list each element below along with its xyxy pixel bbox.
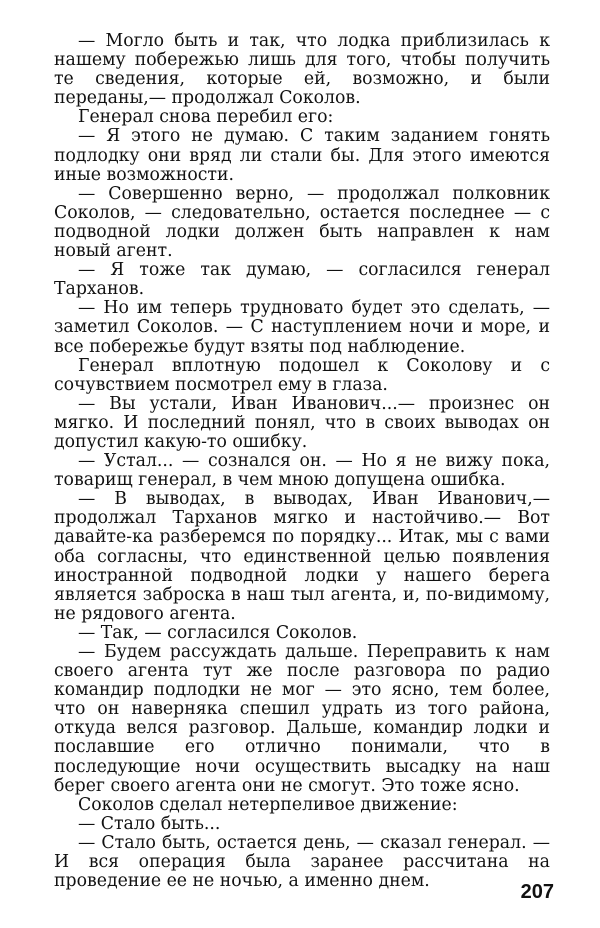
paragraph: — Я этого не думаю. С таким заданием гонять подлодку они вряд ли стали бы. Для этого имеются иные возможности.: [54, 126, 550, 185]
paragraph: — Устал... — сознался он. — Но я не вижу пока, товарищ генерал, в чем мною допущена ошибка.: [54, 451, 550, 491]
paragraph: — Так, — согласился Соколов.: [78, 622, 358, 643]
paragraph: — Стало быть, остается день, — сказал генерал. — И вся операция была заранее рассчитана на проведение ее не ночью, а именно днем.: [54, 832, 550, 892]
paragraph: — Вы устали, Иван Иванович...— произнес он мягко. И последний понял, что в своих выводах он допустил какую-то ошибку.: [54, 393, 550, 452]
paragraph: — Но им теперь трудновато будет это сделать, — заметил Соколов. — С наступлением ночи и море, и все побережье будут взяты под наблюдение.: [54, 298, 550, 357]
paragraph: — Могло быть и так, что лодка приблизилась к нашему побережью лишь для того, чтобы получить те сведения, которые ей, возможно, и были переданы,— продолжал Соколов.: [54, 31, 550, 109]
paragraph: Генерал снова перебил его:: [78, 107, 334, 128]
paragraph: — В выводах, в выводах, Иван Иванович,— продолжал Тарханов мягко и настойчиво.— Вот давайте-ка разберемся по порядку... Итак, мы с вами оба согласны, что единственной целью появления иностранной подводной лодки у нашего берега является заброска в наш тыл агента, и, по-видимому, не рядового агента.: [54, 489, 550, 624]
body-text: [54, 32, 550, 891]
paragraph: — Совершенно верно, — продолжал полковник Соколов, — следовательно, остается последнее — с подводной лодки должен быть направлен к нам новый агент.: [54, 183, 550, 262]
page-number: 207: [520, 881, 554, 903]
paragraph: — Будем рассуждать дальше. Переправить к нам своего агента тут же после разговора по радио командир подлодки не мог — это ясно, тем более, что он наверняка спешил удрать из того района, откуда велся разговор. Дальше, командир лодки и пославшие его отлично понимали, что в последующие ночи осуществить высадку на наш берег своего агента они не смогут. Это тоже ясно.: [54, 642, 550, 796]
paragraph: Соколов сделал нетерпеливое движение:: [78, 794, 458, 815]
paragraph: — Стало быть...: [78, 813, 221, 834]
paragraph: Генерал вплотную подошел к Соколову и с сочувствием посмотрел ему в глаза.: [54, 355, 550, 395]
paragraph: — Я тоже так думаю, — согласился генерал Тарханов.: [54, 260, 550, 300]
